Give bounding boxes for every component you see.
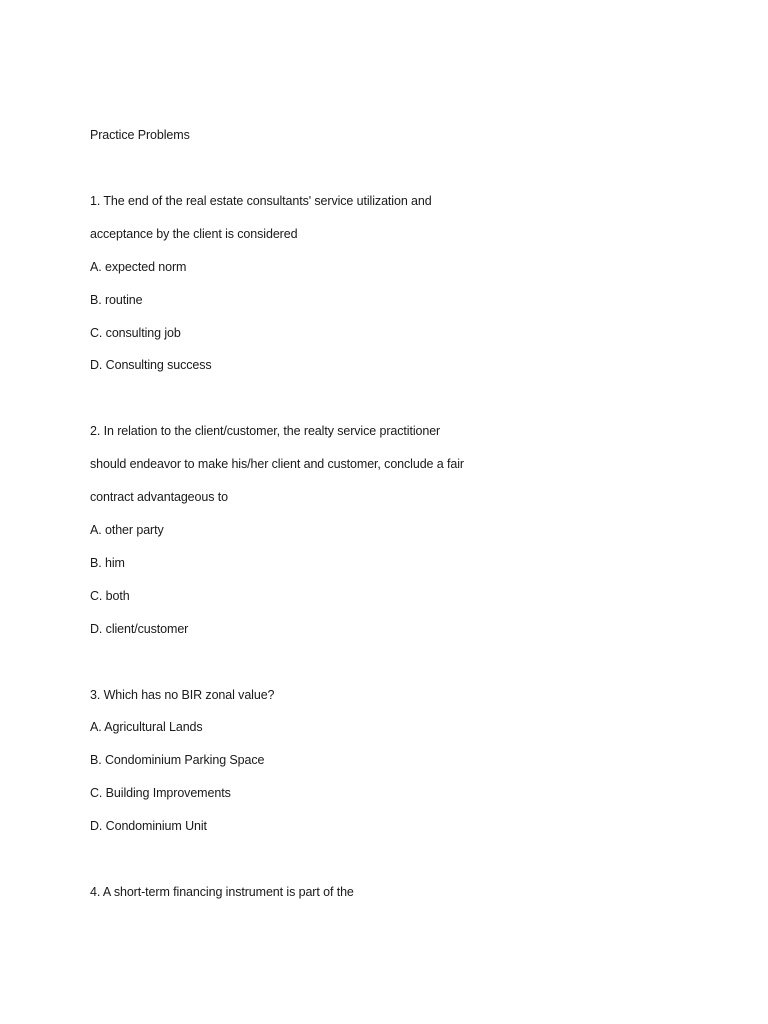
question-2-stem-line-1: 2. In relation to the client/customer, the realty service practitioner: [90, 424, 441, 438]
question-2-stem-line-2: should endeavor to make his/her client and customer, conclude a fair: [90, 457, 464, 471]
question-2-option-a: A. other party: [90, 523, 164, 537]
question-3-option-a: A. Agricultural Lands: [90, 720, 203, 734]
question-2-option-b: B. him: [90, 556, 125, 570]
question-2-option-d: D. client/customer: [90, 622, 189, 636]
question-2-stem-line-3: contract advantageous to: [90, 490, 228, 504]
question-2-option-c: C. both: [90, 589, 130, 603]
question-1-option-b: B. routine: [90, 293, 143, 307]
question-3-option-c: C. Building Improvements: [90, 786, 231, 800]
question-1-stem-line-2: acceptance by the client is considered: [90, 227, 298, 241]
question-3-stem-line-1: 3. Which has no BIR zonal value?: [90, 688, 275, 702]
question-1-option-c: C. consulting job: [90, 326, 181, 340]
question-1-option-a: A. expected norm: [90, 260, 187, 274]
question-1-option-d: D. Consulting success: [90, 358, 212, 372]
question-4-stem-line-1: 4. A short-term financing instrument is part of the: [90, 885, 354, 899]
question-3-option-d: D. Condominium Unit: [90, 819, 207, 833]
question-3-option-b: B. Condominium Parking Space: [90, 753, 265, 767]
question-1-stem-line-1: 1. The end of the real estate consultants' service utilization and: [90, 194, 432, 208]
page-title: Practice Problems: [90, 128, 190, 142]
